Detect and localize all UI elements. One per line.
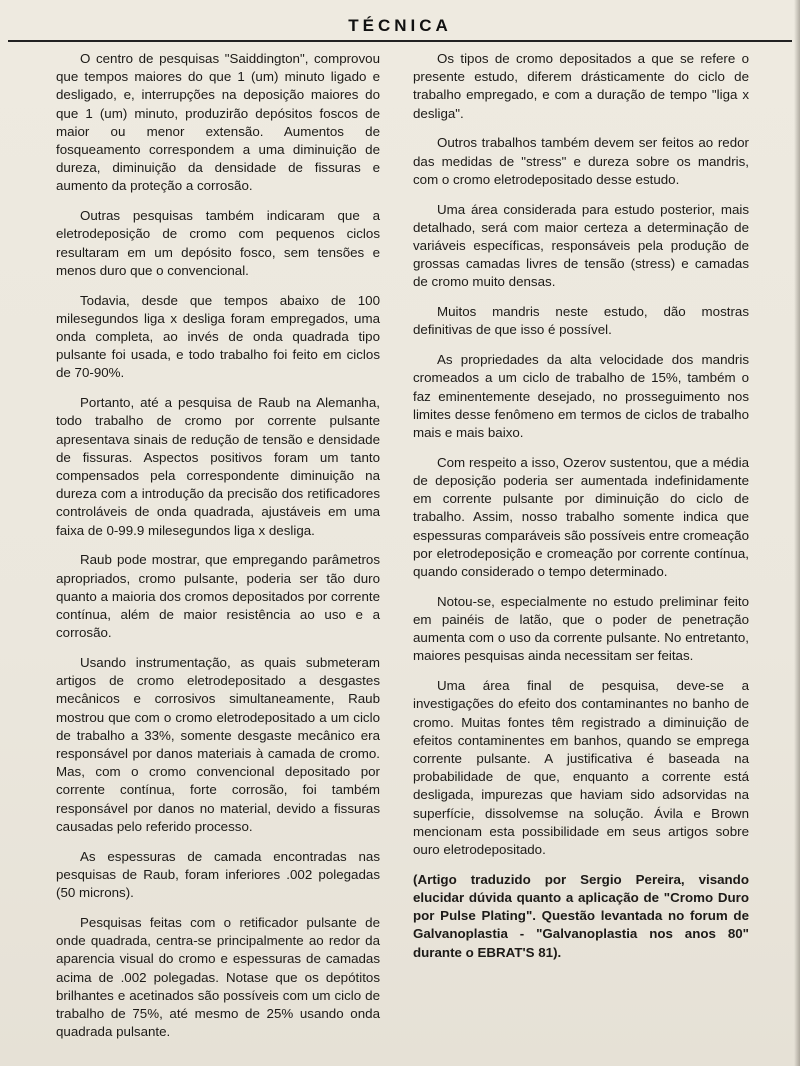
left-column bbox=[56, 50, 380, 1053]
translation-credit: (Artigo traduzido por Sergio Pereira, visando elucidar dúvida quanto a aplicação de "Cromo Duro por Pulse Plating". Questão levantada no forum de Galvanoplastia - "Galvanoplastia nos anos 80" durante o EBRAT'S 81). bbox=[413, 871, 749, 960]
paragraph: O centro de pesquisas "Saiddington", comprovou que tempos maiores do que 1 (um) minuto ligado e desligado, e, interrupções na deposição maiores do que 1 (um) minuto, produzirão depósitos foscos de maior ou menor extensão. Aumentos de fosqueamento correspondem a uma diminuição de dureza, diminuição da densidade de fissuras e aumento da proteção a corrosão. bbox=[56, 51, 380, 194]
paragraph: Muitos mandris neste estudo, dão mostras definitivas de que isso é possível. bbox=[413, 304, 749, 338]
page-header bbox=[0, 0, 800, 44]
paragraph: Outros trabalhos também devem ser feitos ao redor das medidas de "stress" e dureza sobre os mandris, com o cromo eletrodepositado desse estudo. bbox=[413, 135, 749, 187]
page-edge-shadow bbox=[794, 0, 800, 1066]
paragraph: Outras pesquisas também indicaram que a eletrodeposição de cromo com pequenos ciclos resultaram em um depósito fosco, sem tensões e menos duro que o convencional. bbox=[56, 208, 380, 278]
paragraph: Com respeito a isso, Ozerov sustentou, que a média de deposição poderia ser aumentada indefinidamente em corrente pulsante por diminuição do ciclo de trabalho. Assim, nosso trabalho somente indica que espessuras comparáveis são possíveis entre cromeação por eletrodeposição e cromeação por corrente contínua, quando considerado o tempo determinado. bbox=[413, 454, 749, 580]
paragraph: Todavia, desde que tempos abaixo de 100 milesegundos liga x desliga foram empregados, uma onda completa, ao invés de onda quadrada tipo pulsante foi usada, e todo trabalho foi feito em ciclos de 70-90%. bbox=[56, 292, 380, 381]
paragraph: Raub pode mostrar, que empregando parâmetros apropriados, cromo pulsante, poderia ser tão duro quanto a maioria dos cromos depositados por corrente contínua, além de maior resistência ao uso e a corrosão. bbox=[56, 552, 380, 641]
paragraph: Os tipos de cromo depositados a que se refere o presente estudo, diferem drásticamente do ciclo de trabalho empregado, e com a duração de tempo "liga x desliga". bbox=[413, 51, 749, 121]
right-column bbox=[413, 50, 749, 973]
paragraph: Notou-se, especialmente no estudo preliminar feito em painéis de latão, que o poder de penetração aumenta com o uso da corrente pulsante. No entretanto, maiores pesquisas ainda necessitam ser feitas. bbox=[413, 593, 749, 664]
paragraph: Uma área final de pesquisa, deve-se a investigações do efeito dos contaminantes no banho de cromo. Muitas fontes têm registrado a diminuição de efeitos contaminentes em banhos, quando se emprega corrente pulsante. A justificativa é baseada na probabilidade de que, enquanto a corrente está desligada, impurezas que haviam sido adsorvidas na superfície, dissolvemse na solução. Ávila e Brown mencionam esta possibilidade em seus artigos sobre ouro eletrodepositado. bbox=[413, 678, 749, 858]
section-title: TÉCNICA bbox=[348, 16, 452, 35]
paragraph: Usando instrumentação, as quais submeteram artigos de cromo eletrodepositado a desgastes mecânicos e corrosivos simultaneamente, Raub mostrou que com o cromo eletrodepositado a um ciclo de trabalho a 33%, somente desgaste mecânico era responsável por danos materiais à camada de cromo. Mas, com o cromo convencional depositado por corrente contínua, forte corrosão, foi também responsável por danos no material, devido a fissuras causadas pelo referido processo. bbox=[56, 655, 380, 834]
paragraph: As propriedades da alta velocidade dos mandris cromeados a um ciclo de trabalho de 15%, também o faz eminentemente desejado, no prosseguimento nos limites desse fenômeno em termos de ciclos de trabalho mais e mais baixo. bbox=[413, 352, 749, 441]
paragraph: Uma área considerada para estudo posterior, mais detalhado, será com maior certeza a determinação de variáveis específicas, responsáveis pela produção de grossas camadas livres de tensão (stress) e camadas de cromo muito densas. bbox=[413, 201, 749, 290]
paragraph: As espessuras de camada encontradas nas pesquisas de Raub, foram inferiores .002 polegadas (50 microns). bbox=[56, 848, 380, 901]
paragraph: Portanto, até a pesquisa de Raub na Alemanha, todo trabalho de cromo por corrente pulsante apresentava sinais de redução de tensão e densidade de fissuras. Aspectos positivos foram um tanto compensados pela correspondente diminuição na dureza com a introdução da precisão dos retificadores controláveis de onda quadrada, ajustáveis em uma faixa de 0-99.9 milesegundos liga x desliga. bbox=[56, 395, 380, 538]
paragraph: Pesquisas feitas com o retificador pulsante de onde quadrada, centra-se principalmente ao redor da aparencia visual do cromo e espessuras de camadas acima de .002 polegadas. Notase que os depótitos brilhantes e acetinados são possíveis com um ciclo de trabalho de 75%, até mesmo de 25% usando onda quadrada pulsante. bbox=[56, 914, 380, 1040]
header-divider bbox=[8, 40, 792, 42]
